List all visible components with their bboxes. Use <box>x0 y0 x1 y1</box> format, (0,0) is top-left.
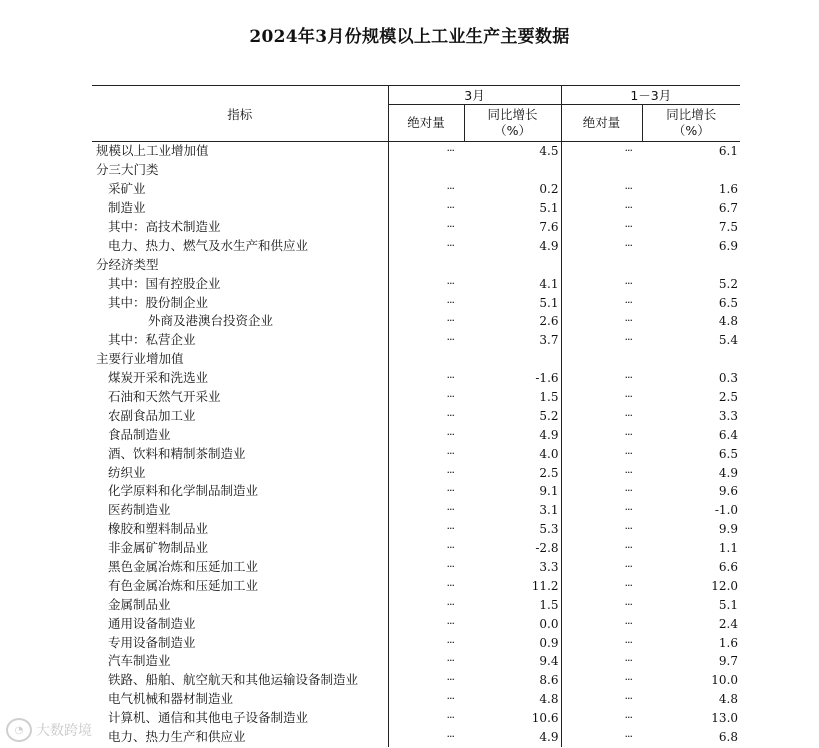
march-absolute-cell: ··· <box>388 482 464 501</box>
march-absolute-cell: ··· <box>388 388 464 407</box>
jan-mar-yoy-cell <box>642 161 740 180</box>
march-absolute-cell: ··· <box>388 520 464 539</box>
page-title: 2024年3月份规模以上工业生产主要数据 <box>249 27 570 47</box>
march-absolute-cell: ··· <box>388 595 464 614</box>
table-row <box>92 671 740 690</box>
march-yoy-cell: 9.1 <box>539 484 559 499</box>
march-absolute-cell: ··· <box>388 539 464 558</box>
table-row <box>92 331 740 350</box>
jan-mar-yoy-cell: 0.3 <box>718 371 739 386</box>
jan-mar-yoy-cell: 2.4 <box>718 616 739 631</box>
table-row <box>92 218 740 237</box>
row-name: 石油和天然气开采业 <box>108 389 221 405</box>
march-absolute-cell: ··· <box>388 463 464 482</box>
march-absolute-cell: ··· <box>388 709 464 728</box>
march-absolute-cell: ··· <box>388 576 464 595</box>
march-yoy-cell: 5.3 <box>539 522 559 537</box>
march-yoy-cell: 4.0 <box>539 446 559 461</box>
jan-mar-absolute-cell: ··· <box>561 199 642 218</box>
table-row <box>92 425 740 444</box>
table-row <box>92 633 740 652</box>
jan-mar-absolute-cell: ··· <box>561 463 642 482</box>
table-row <box>92 180 740 199</box>
march-yoy-cell: 4.9 <box>539 238 559 253</box>
march-yoy-cell: 4.5 <box>539 144 559 159</box>
jan-mar-yoy-cell: 6.6 <box>718 560 739 575</box>
jan-mar-yoy-cell: -1.0 <box>714 503 739 518</box>
table-row <box>92 709 740 728</box>
jan-mar-absolute-cell: ··· <box>561 331 642 350</box>
table-row <box>92 293 740 312</box>
jan-mar-absolute-cell: ··· <box>561 369 642 388</box>
jan-mar-yoy-cell: 6.7 <box>718 201 739 216</box>
march-absolute-cell: ··· <box>388 501 464 520</box>
table-row <box>92 350 740 369</box>
march-yoy-cell: 0.0 <box>539 616 559 631</box>
march-yoy-cell: -2.8 <box>535 541 559 556</box>
jan-mar-absolute-cell: ··· <box>561 425 642 444</box>
jan-mar-yoy-cell: 1.6 <box>718 182 739 197</box>
march-yoy-cell: 0.9 <box>539 635 559 650</box>
march-yoy-cell: 5.1 <box>539 295 559 310</box>
row-name: 制造业 <box>108 200 146 216</box>
table-row <box>92 161 740 180</box>
table-body <box>92 142 740 747</box>
jan-mar-yoy-cell: 3.3 <box>718 408 739 423</box>
march-absolute-cell: ··· <box>388 293 464 312</box>
march-yoy-cell: 3.1 <box>539 503 559 518</box>
jan-mar-yoy-cell: 5.1 <box>718 597 739 612</box>
row-name: 计算机、通信和其他电子设备制造业 <box>108 710 309 726</box>
jan-mar-absolute-header: 绝对量 <box>561 105 642 142</box>
march-absolute-cell: ··· <box>388 274 464 293</box>
jan-mar-absolute-cell: ··· <box>561 218 642 237</box>
jan-mar-yoy-cell <box>642 255 740 274</box>
table-row <box>92 558 740 577</box>
row-name: 分三大门类 <box>96 162 159 178</box>
jan-mar-absolute-cell: ··· <box>561 406 642 425</box>
jan-mar-yoy-cell: 6.5 <box>718 446 739 461</box>
jan-mar-yoy-cell: 9.7 <box>718 654 739 669</box>
march-yoy-cell <box>464 161 561 180</box>
jan-mar-absolute-cell: ··· <box>561 576 642 595</box>
jan-mar-absolute-cell <box>561 255 642 274</box>
table-row <box>92 520 740 539</box>
march-yoy-cell: 8.6 <box>539 673 559 688</box>
march-absolute-cell: ··· <box>388 180 464 199</box>
march-yoy-cell: 11.2 <box>531 578 559 593</box>
jan-mar-yoy-cell: 6.5 <box>718 295 739 310</box>
jan-mar-absolute-cell: ··· <box>561 652 642 671</box>
table-row <box>92 539 740 558</box>
jan-mar-yoy-cell: 1.1 <box>718 541 739 556</box>
row-name: 橡胶和塑料制品业 <box>108 521 209 537</box>
march-yoy-cell: 3.7 <box>539 333 559 348</box>
table-row <box>92 255 740 274</box>
table-row <box>92 199 740 218</box>
row-name: 化学原料和化学制品制造业 <box>108 483 259 499</box>
march-absolute-cell: ··· <box>388 652 464 671</box>
jan-mar-yoy-cell: 6.9 <box>718 238 739 253</box>
march-yoy-cell: -1.6 <box>535 371 559 386</box>
jan-mar-absolute-cell: ··· <box>561 671 642 690</box>
jan-mar-yoy-cell: 7.5 <box>718 220 739 234</box>
jan-mar-absolute-cell: ··· <box>561 614 642 633</box>
row-name: 铁路、船舶、航空航天和其他运输设备制造业 <box>108 672 359 688</box>
march-yoy-cell: 1.5 <box>539 390 559 405</box>
march-absolute-cell: ··· <box>388 690 464 709</box>
jan-mar-absolute-cell: ··· <box>561 501 642 520</box>
table-row <box>92 482 740 501</box>
jan-mar-absolute-cell <box>561 161 642 180</box>
jan-mar-yoy-cell: 6.4 <box>718 427 739 442</box>
table-row <box>92 312 740 331</box>
jan-mar-absolute-cell: ··· <box>561 388 642 407</box>
row-name: 规模以上工业增加值 <box>96 143 209 159</box>
row-name: 采矿业 <box>108 181 146 197</box>
table-row <box>92 369 740 388</box>
jan-mar-yoy-cell: 13.0 <box>711 711 739 726</box>
march-absolute-cell: ··· <box>388 218 464 237</box>
jan-mar-absolute-cell: ··· <box>561 274 642 293</box>
jan-mar-group-header: 1－3月 <box>561 86 740 105</box>
jan-mar-absolute-cell: ··· <box>561 709 642 728</box>
jan-mar-yoy-cell: 9.6 <box>718 484 739 499</box>
jan-mar-yoy-cell: 2.5 <box>718 390 739 405</box>
row-name: 汽车制造业 <box>108 653 171 669</box>
jan-mar-absolute-cell: ··· <box>561 558 642 577</box>
march-yoy-cell: 4.1 <box>539 276 559 291</box>
march-absolute-cell: ··· <box>388 199 464 218</box>
march-absolute-cell: ··· <box>388 406 464 425</box>
march-group-header: 3月 <box>388 86 561 105</box>
jan-mar-yoy-cell: 6.8 <box>718 730 739 745</box>
march-yoy-cell: 7.6 <box>539 220 559 234</box>
jan-mar-yoy-header: 同比增长 （%） <box>642 105 740 142</box>
march-yoy-cell <box>464 255 561 274</box>
row-name: 其中：私营企业 <box>108 332 196 348</box>
march-absolute-cell: ··· <box>388 444 464 463</box>
march-absolute-cell: ··· <box>388 728 464 747</box>
row-name: 纺织业 <box>108 464 146 480</box>
row-name: 专用设备制造业 <box>108 634 196 650</box>
march-yoy-cell: 2.5 <box>539 465 559 480</box>
march-yoy-cell: 9.4 <box>539 654 559 669</box>
jan-mar-yoy-cell <box>642 350 740 369</box>
table-row <box>92 274 740 293</box>
march-absolute-cell: ··· <box>388 369 464 388</box>
row-name: 电气机械和器材制造业 <box>108 691 234 707</box>
row-name: 通用设备制造业 <box>108 615 196 631</box>
table-row <box>92 463 740 482</box>
march-yoy-cell: 10.6 <box>531 711 559 726</box>
march-absolute-cell: ··· <box>388 425 464 444</box>
table-row <box>92 406 740 425</box>
jan-mar-yoy-cell: 5.4 <box>718 333 739 348</box>
row-name: 外商及港澳台投资企业 <box>148 313 274 329</box>
march-absolute-cell: ··· <box>388 312 464 331</box>
jan-mar-yoy-cell: 4.9 <box>718 465 739 480</box>
jan-mar-yoy-cell: 12.0 <box>711 578 739 593</box>
jan-mar-absolute-cell: ··· <box>561 482 642 501</box>
march-yoy-cell: 1.5 <box>539 597 559 612</box>
march-absolute-cell: ··· <box>388 558 464 577</box>
jan-mar-absolute-cell: ··· <box>561 444 642 463</box>
table-row <box>92 576 740 595</box>
watermark-logo-icon: ◔ <box>6 718 32 742</box>
row-name: 酒、饮料和精制茶制造业 <box>108 445 246 461</box>
jan-mar-yoy-cell: 5.2 <box>718 276 739 291</box>
industrial-data-table <box>92 85 740 747</box>
table-row <box>92 728 740 747</box>
row-name: 分经济类型 <box>96 256 159 272</box>
row-name: 有色金属冶炼和压延加工业 <box>108 577 259 593</box>
march-yoy-cell <box>464 350 561 369</box>
row-name: 黑色金属冶炼和压延加工业 <box>108 559 259 575</box>
indicator-header: 指标 <box>92 86 388 142</box>
march-absolute-cell: ··· <box>388 671 464 690</box>
watermark <box>6 718 92 742</box>
jan-mar-absolute-cell <box>561 350 642 369</box>
jan-mar-absolute-cell: ··· <box>561 293 642 312</box>
table-row <box>92 501 740 520</box>
row-name: 医药制造业 <box>108 502 171 518</box>
jan-mar-yoy-cell: 4.8 <box>718 692 739 707</box>
march-absolute-cell <box>388 255 464 274</box>
row-name: 金属制品业 <box>108 596 171 612</box>
row-name: 非金属矿物制品业 <box>108 540 209 556</box>
row-name: 其中：股份制企业 <box>108 294 209 310</box>
jan-mar-absolute-cell: ··· <box>561 180 642 199</box>
jan-mar-absolute-cell: ··· <box>561 690 642 709</box>
row-name: 煤炭开采和洗选业 <box>108 370 209 386</box>
march-yoy-cell: 4.8 <box>539 692 559 707</box>
march-yoy-cell: 3.3 <box>539 560 559 575</box>
jan-mar-yoy-cell: 1.6 <box>718 635 739 650</box>
march-yoy-cell: 5.2 <box>539 408 559 423</box>
march-yoy-cell: 4.9 <box>539 730 559 745</box>
march-yoy-cell: 4.9 <box>539 427 559 442</box>
jan-mar-absolute-cell: ··· <box>561 539 642 558</box>
row-name: 电力、热力生产和供应业 <box>108 729 246 745</box>
watermark-text: 大数跨境 <box>36 723 92 739</box>
row-name: 其中：高技术制造业 <box>108 219 221 234</box>
jan-mar-yoy-cell: 10.0 <box>711 673 739 688</box>
jan-mar-yoy-cell: 9.9 <box>718 522 739 537</box>
march-absolute-cell: ··· <box>388 331 464 350</box>
march-absolute-cell: ··· <box>388 142 464 161</box>
jan-mar-absolute-cell: ··· <box>561 312 642 331</box>
jan-mar-yoy-cell: 6.1 <box>718 144 739 159</box>
table-row <box>92 236 740 255</box>
march-yoy-cell: 2.6 <box>539 314 559 329</box>
march-yoy-cell: 5.1 <box>539 201 559 216</box>
march-absolute-cell: ··· <box>388 633 464 652</box>
march-absolute-header: 绝对量 <box>388 105 464 142</box>
row-name: 其中：国有控股企业 <box>108 275 221 291</box>
row-name: 电力、热力、燃气及水生产和供应业 <box>108 237 309 253</box>
row-name: 食品制造业 <box>108 426 171 442</box>
jan-mar-absolute-cell: ··· <box>561 633 642 652</box>
table-row <box>92 595 740 614</box>
march-absolute-cell: ··· <box>388 614 464 633</box>
row-name: 农副食品加工业 <box>108 407 196 423</box>
march-yoy-header: 同比增长 （%） <box>464 105 561 142</box>
table-row <box>92 444 740 463</box>
jan-mar-yoy-cell: 4.8 <box>718 314 739 329</box>
march-absolute-cell: ··· <box>388 236 464 255</box>
table-row <box>92 652 740 671</box>
jan-mar-absolute-cell: ··· <box>561 728 642 747</box>
table-row <box>92 142 740 161</box>
march-yoy-cell: 0.2 <box>539 182 559 197</box>
table-row <box>92 690 740 709</box>
march-absolute-cell <box>388 350 464 369</box>
table-row <box>92 388 740 407</box>
march-absolute-cell <box>388 161 464 180</box>
jan-mar-absolute-cell: ··· <box>561 142 642 161</box>
row-name: 主要行业增加值 <box>96 351 184 367</box>
jan-mar-absolute-cell: ··· <box>561 595 642 614</box>
table-row <box>92 614 740 633</box>
jan-mar-absolute-cell: ··· <box>561 520 642 539</box>
jan-mar-absolute-cell: ··· <box>561 236 642 255</box>
